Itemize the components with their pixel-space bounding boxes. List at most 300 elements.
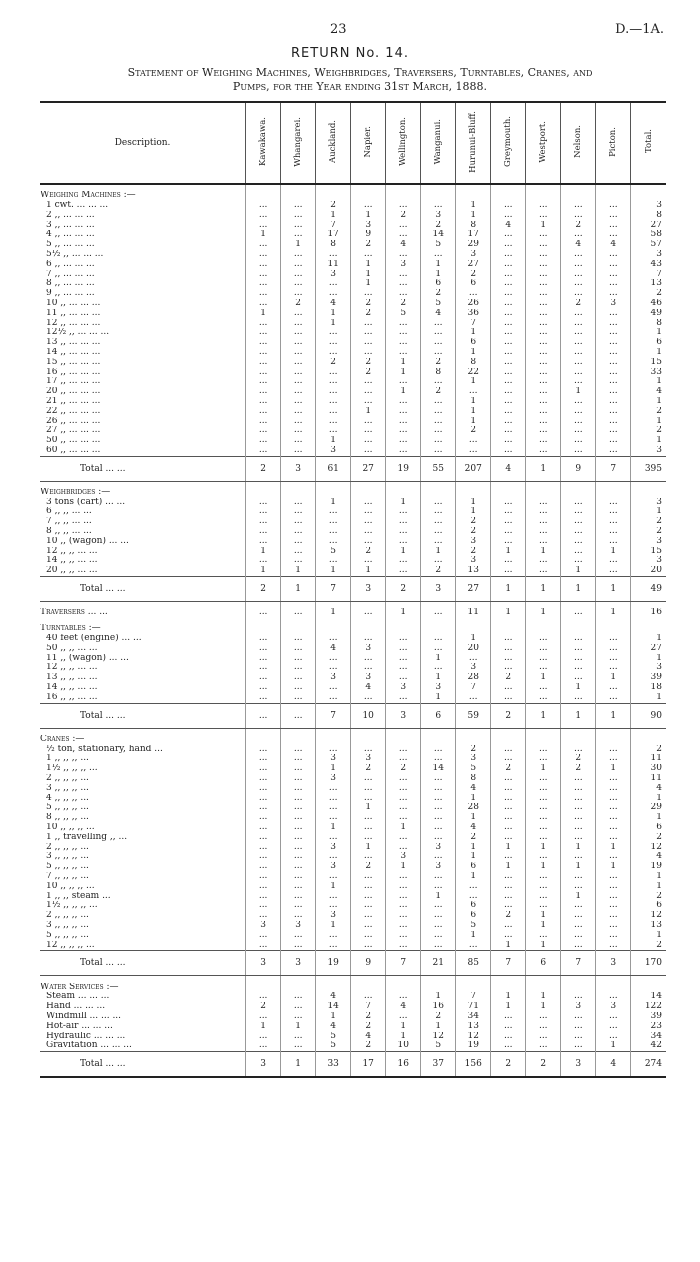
value-cell: 1 — [561, 566, 596, 576]
value-cell — [421, 983, 456, 993]
value-cell — [281, 488, 316, 498]
value-cell: ... — [421, 397, 456, 407]
value-cell: 2 — [351, 1022, 386, 1032]
title-line-2: Pumps, for the Year ending 31st March, 1888. — [232, 80, 488, 93]
value-cell: ... — [596, 221, 631, 231]
column-header: Wanganui. — [421, 102, 456, 184]
value-cell: 2 — [456, 270, 491, 280]
value-cell: ... — [596, 309, 631, 319]
spacer-cell — [316, 184, 351, 191]
value-cell: ... — [351, 693, 386, 703]
value-cell: ... — [491, 250, 526, 260]
value-cell: ... — [421, 527, 456, 537]
value-cell: 5 — [421, 299, 456, 309]
value-cell: ... — [281, 417, 316, 427]
value-cell: ... — [561, 250, 596, 260]
row-total-cell: 274 — [631, 1052, 666, 1078]
value-cell: ... — [561, 230, 596, 240]
value-cell: 27 — [456, 260, 491, 270]
value-cell: ... — [561, 1032, 596, 1042]
value-cell: ... — [421, 833, 456, 843]
value-cell: ... — [526, 319, 561, 329]
value-cell: ... — [596, 1012, 631, 1022]
value-cell — [246, 191, 281, 201]
value-cell: ... — [386, 289, 421, 299]
value-cell: ... — [526, 1041, 561, 1051]
value-cell: ... — [281, 754, 316, 764]
value-cell: 6 — [421, 279, 456, 289]
value-cell: ... — [246, 517, 281, 527]
value-cell: 10 — [386, 1041, 421, 1051]
value-cell: ... — [421, 931, 456, 941]
table-row — [40, 387, 666, 397]
table-row — [40, 683, 666, 693]
value-cell: ... — [491, 872, 526, 882]
value-cell: 3 — [596, 1002, 631, 1012]
value-cell: 7 — [456, 683, 491, 693]
row-label: 3 ,, ,, ,, ... — [46, 783, 89, 793]
column-header: Kawakawa. — [246, 102, 281, 184]
row-label: 20 ,, ,, ... ... — [46, 566, 98, 576]
value-cell: 1 — [386, 358, 421, 368]
value-cell: 3 — [386, 260, 421, 270]
table-row — [40, 673, 666, 683]
value-cell: 3 — [561, 1052, 596, 1078]
value-cell: ... — [526, 517, 561, 527]
value-cell: ... — [281, 892, 316, 902]
value-cell: ... — [596, 358, 631, 368]
row-total-cell: 1 — [631, 436, 666, 446]
value-cell: 3 — [316, 843, 351, 853]
value-cell — [561, 735, 596, 745]
row-label: 5½ ,, ... ... ... — [46, 249, 104, 259]
value-cell: ... — [246, 794, 281, 804]
value-cell: ... — [246, 507, 281, 517]
value-cell: ... — [386, 517, 421, 527]
value-cell: 17 — [351, 1052, 386, 1078]
value-cell: ... — [596, 634, 631, 644]
value-cell: ... — [316, 784, 351, 794]
row-total-cell: 3 — [631, 663, 666, 673]
row-total-cell: 13 — [631, 921, 666, 931]
value-cell: ... — [316, 527, 351, 537]
value-cell: 2 — [561, 764, 596, 774]
value-cell: ... — [386, 1012, 421, 1022]
value-cell: 1 — [561, 843, 596, 853]
value-cell: ... — [246, 843, 281, 853]
value-cell: 3 — [316, 911, 351, 921]
value-cell — [596, 488, 631, 498]
row-label: 8 ,, ,, ... ... — [46, 527, 92, 537]
value-cell: ... — [386, 784, 421, 794]
value-cell: 13 — [456, 566, 491, 576]
row-label: 1 ,, travelling ,, ... — [46, 832, 128, 842]
value-cell: ... — [386, 537, 421, 547]
row-label: 12 ,, ,, ... ... — [46, 546, 98, 556]
value-cell: 2 — [351, 547, 386, 557]
value-cell: 1 — [456, 872, 491, 882]
value-cell: ... — [491, 309, 526, 319]
value-cell: ... — [281, 644, 316, 654]
value-cell: ... — [281, 527, 316, 537]
value-cell: ... — [281, 556, 316, 566]
row-total-cell: 3 — [631, 537, 666, 547]
spacer-cell — [526, 976, 561, 983]
value-cell: ... — [246, 426, 281, 436]
value-cell: ... — [281, 201, 316, 211]
value-cell: 9 — [561, 456, 596, 481]
value-cell: 1 — [316, 823, 351, 833]
value-cell: ... — [561, 823, 596, 833]
spacer-cell — [456, 602, 491, 609]
value-cell: 2 — [386, 211, 421, 221]
value-cell: ... — [316, 417, 351, 427]
value-cell: ... — [281, 436, 316, 446]
value-cell: ... — [421, 813, 456, 823]
value-cell: ... — [386, 911, 421, 921]
value-cell: 4 — [456, 823, 491, 833]
value-cell: ... — [351, 941, 386, 951]
table-row — [40, 745, 666, 755]
value-cell: ... — [351, 921, 386, 931]
value-cell: 7 — [561, 951, 596, 976]
row-total-cell: 1 — [631, 794, 666, 804]
spacer-cell — [631, 184, 666, 191]
value-cell: ... — [386, 328, 421, 338]
value-cell: ... — [561, 556, 596, 566]
value-cell: ... — [561, 784, 596, 794]
value-cell — [596, 983, 631, 993]
value-cell: ... — [526, 397, 561, 407]
row-total-cell: 34 — [631, 1032, 666, 1042]
value-cell: ... — [386, 901, 421, 911]
value-cell: ... — [596, 260, 631, 270]
value-cell: 1 — [421, 1022, 456, 1032]
value-cell: ... — [561, 527, 596, 537]
value-cell: ... — [351, 794, 386, 804]
value-cell: ... — [491, 319, 526, 329]
value-cell: ... — [316, 892, 351, 902]
value-cell — [491, 488, 526, 498]
value-cell: ... — [491, 784, 526, 794]
value-cell: ... — [491, 211, 526, 221]
column-header: Total. — [631, 102, 666, 184]
spacer-cell — [386, 481, 421, 488]
value-cell: ... — [281, 683, 316, 693]
value-cell: ... — [596, 992, 631, 1002]
spacer-cell — [316, 602, 351, 609]
spacer-cell — [421, 976, 456, 983]
value-cell: ... — [596, 693, 631, 703]
value-cell — [351, 191, 386, 201]
value-cell: ... — [491, 654, 526, 664]
value-cell: 61 — [316, 456, 351, 481]
value-cell: ... — [351, 823, 386, 833]
value-cell: ... — [596, 683, 631, 693]
value-cell: ... — [561, 260, 596, 270]
value-cell — [526, 191, 561, 201]
value-cell: 1 — [421, 260, 456, 270]
value-cell: ... — [351, 527, 386, 537]
value-cell: ... — [281, 368, 316, 378]
value-cell: ... — [491, 417, 526, 427]
value-cell: 1 — [421, 270, 456, 280]
spacer-row — [40, 602, 666, 609]
value-cell: ... — [561, 446, 596, 456]
value-cell: 3 — [316, 754, 351, 764]
value-cell: ... — [316, 663, 351, 673]
spacer-cell — [596, 481, 631, 488]
value-cell: 1 — [351, 803, 386, 813]
row-total-cell: 1 — [631, 417, 666, 427]
value-cell: 2 — [246, 577, 281, 602]
spacer-cell — [316, 728, 351, 735]
value-cell: 6 — [456, 862, 491, 872]
value-cell: ... — [421, 823, 456, 833]
value-cell: ... — [281, 634, 316, 644]
row-total-cell: 23 — [631, 1022, 666, 1032]
value-cell: 5 — [421, 1041, 456, 1051]
value-cell: 3 — [281, 456, 316, 481]
value-cell: ... — [351, 654, 386, 664]
spacer-cell — [526, 481, 561, 488]
value-cell: ... — [526, 201, 561, 211]
value-cell: ... — [421, 377, 456, 387]
value-cell: ... — [246, 1012, 281, 1022]
value-cell: ... — [491, 1032, 526, 1042]
row-total-cell: 49 — [631, 577, 666, 602]
value-cell: ... — [596, 507, 631, 517]
value-cell: 85 — [456, 951, 491, 976]
value-cell — [456, 624, 491, 634]
total-label: Total ... ... — [40, 1052, 246, 1078]
value-cell: ... — [421, 794, 456, 804]
value-cell: ... — [281, 843, 316, 853]
row-label: 2 ,, ,, ,, ... — [46, 773, 89, 783]
statement-title — [40, 66, 680, 94]
spacer-cell — [281, 481, 316, 488]
value-cell: 55 — [421, 456, 456, 481]
value-cell: 1 — [281, 1022, 316, 1032]
value-cell: ... — [561, 774, 596, 784]
value-cell: ... — [246, 250, 281, 260]
value-cell: ... — [561, 270, 596, 280]
section-row — [40, 983, 666, 993]
table-row — [40, 774, 666, 784]
value-cell: ... — [351, 745, 386, 755]
value-cell: ... — [526, 852, 561, 862]
row-total-cell: 49 — [631, 309, 666, 319]
spacer-cell — [421, 184, 456, 191]
value-cell: ... — [316, 328, 351, 338]
value-cell: ... — [421, 250, 456, 260]
value-cell: 3 — [421, 862, 456, 872]
value-cell: 3 — [316, 446, 351, 456]
value-cell: 1 — [561, 577, 596, 602]
value-cell: ... — [491, 348, 526, 358]
value-cell: ... — [386, 813, 421, 823]
spacer-cell — [631, 728, 666, 735]
table-row — [40, 892, 666, 902]
value-cell: ... — [351, 537, 386, 547]
value-cell: 1 — [456, 852, 491, 862]
value-cell: 5 — [421, 240, 456, 250]
row-label: 3 ,, ,, ,, ... — [46, 852, 89, 862]
value-cell: ... — [491, 892, 526, 902]
row-label: 12 ,, ,, ,, ... — [46, 940, 95, 950]
column-header: Picton. — [596, 102, 631, 184]
row-total-cell: 12 — [631, 843, 666, 853]
spacer-cell — [40, 976, 246, 983]
value-cell: 2 — [421, 387, 456, 397]
table-row — [40, 803, 666, 813]
value-cell: ... — [246, 270, 281, 280]
value-cell: 7 — [316, 703, 351, 728]
value-cell: ... — [246, 774, 281, 784]
value-cell: ... — [246, 358, 281, 368]
value-cell: ... — [561, 833, 596, 843]
value-cell: ... — [246, 931, 281, 941]
value-cell: ... — [316, 872, 351, 882]
value-cell: 59 — [456, 703, 491, 728]
value-cell: ... — [351, 608, 386, 618]
value-cell — [456, 191, 491, 201]
value-cell: 1 — [526, 764, 561, 774]
value-cell: 8 — [456, 774, 491, 784]
spacer-row — [40, 728, 666, 735]
value-cell: ... — [526, 754, 561, 764]
value-cell: ... — [491, 338, 526, 348]
row-total-cell: 30 — [631, 764, 666, 774]
value-cell: 8 — [316, 240, 351, 250]
row-label: 26 ,, ... ... ... — [46, 416, 101, 426]
value-cell: ... — [316, 279, 351, 289]
value-cell: ... — [596, 407, 631, 417]
value-cell: ... — [281, 794, 316, 804]
value-cell: ... — [456, 446, 491, 456]
table-row — [40, 644, 666, 654]
value-cell: 1 — [456, 634, 491, 644]
row-total-cell: 1 — [631, 328, 666, 338]
row-total-cell: 1 — [631, 813, 666, 823]
table-row — [40, 348, 666, 358]
value-cell: 1 — [316, 608, 351, 618]
value-cell: ... — [281, 387, 316, 397]
value-cell: ... — [421, 745, 456, 755]
value-cell: 2 — [421, 566, 456, 576]
value-cell: ... — [596, 230, 631, 240]
row-total-cell: 20 — [631, 566, 666, 576]
spacer-cell — [351, 976, 386, 983]
value-cell: ... — [386, 407, 421, 417]
value-cell: ... — [561, 377, 596, 387]
value-cell: ... — [421, 537, 456, 547]
value-cell: 1 — [526, 843, 561, 853]
value-cell: ... — [281, 1041, 316, 1051]
value-cell: 29 — [456, 240, 491, 250]
value-cell: 1 — [386, 368, 421, 378]
value-cell: 3 — [351, 644, 386, 654]
row-total-cell: 16 — [631, 608, 666, 618]
value-cell: 1 — [316, 921, 351, 931]
value-cell: ... — [596, 901, 631, 911]
table-row — [40, 446, 666, 456]
value-cell: ... — [281, 309, 316, 319]
value-cell: 7 — [491, 951, 526, 976]
column-header-description: Description. — [40, 102, 246, 184]
value-cell: ... — [386, 319, 421, 329]
value-cell — [281, 191, 316, 201]
value-cell: 4 — [386, 240, 421, 250]
table-row — [40, 833, 666, 843]
value-cell: ... — [596, 745, 631, 755]
value-cell: ... — [491, 299, 526, 309]
value-cell: 3 — [421, 843, 456, 853]
value-cell: 2 — [316, 201, 351, 211]
value-cell: ... — [526, 270, 561, 280]
value-cell: ... — [596, 556, 631, 566]
value-cell: ... — [351, 992, 386, 1002]
value-cell: 3 — [456, 250, 491, 260]
value-cell: ... — [491, 774, 526, 784]
spacer-cell — [526, 728, 561, 735]
value-cell: ... — [596, 823, 631, 833]
spacer-cell — [351, 184, 386, 191]
section-row — [40, 608, 666, 618]
value-cell: 4 — [351, 683, 386, 693]
value-cell — [491, 191, 526, 201]
value-cell: ... — [246, 328, 281, 338]
header-row — [40, 102, 666, 184]
value-cell: ... — [421, 911, 456, 921]
value-cell: ... — [351, 774, 386, 784]
spacer-cell — [596, 184, 631, 191]
value-cell: ... — [246, 417, 281, 427]
row-total-cell: 18 — [631, 683, 666, 693]
value-cell — [421, 488, 456, 498]
value-cell: 2 — [421, 221, 456, 231]
value-cell: ... — [561, 654, 596, 664]
value-cell: ... — [246, 608, 281, 618]
value-cell: 1 — [316, 882, 351, 892]
row-total-cell: 42 — [631, 1041, 666, 1051]
value-cell: 2 — [561, 754, 596, 764]
value-cell — [596, 191, 631, 201]
spacer-cell — [40, 728, 246, 735]
value-cell: ... — [246, 387, 281, 397]
row-total-cell: 11 — [631, 754, 666, 764]
table-row — [40, 407, 666, 417]
value-cell: ... — [491, 201, 526, 211]
value-cell: 1 — [246, 230, 281, 240]
spacer-cell — [40, 481, 246, 488]
section-row — [40, 735, 666, 745]
value-cell: ... — [316, 941, 351, 951]
value-cell: 1 — [526, 1002, 561, 1012]
value-cell: 1 — [281, 577, 316, 602]
row-label: 20 ,, ... ... ... — [46, 387, 101, 397]
value-cell: ... — [596, 794, 631, 804]
value-cell: ... — [246, 260, 281, 270]
value-cell: 5 — [316, 1032, 351, 1042]
value-cell: ... — [526, 338, 561, 348]
value-cell: ... — [491, 556, 526, 566]
row-total-cell: 19 — [631, 862, 666, 872]
row-total-cell: 1 — [631, 872, 666, 882]
table-row — [40, 556, 666, 566]
value-cell: ... — [246, 527, 281, 537]
value-cell: 3 — [316, 270, 351, 280]
